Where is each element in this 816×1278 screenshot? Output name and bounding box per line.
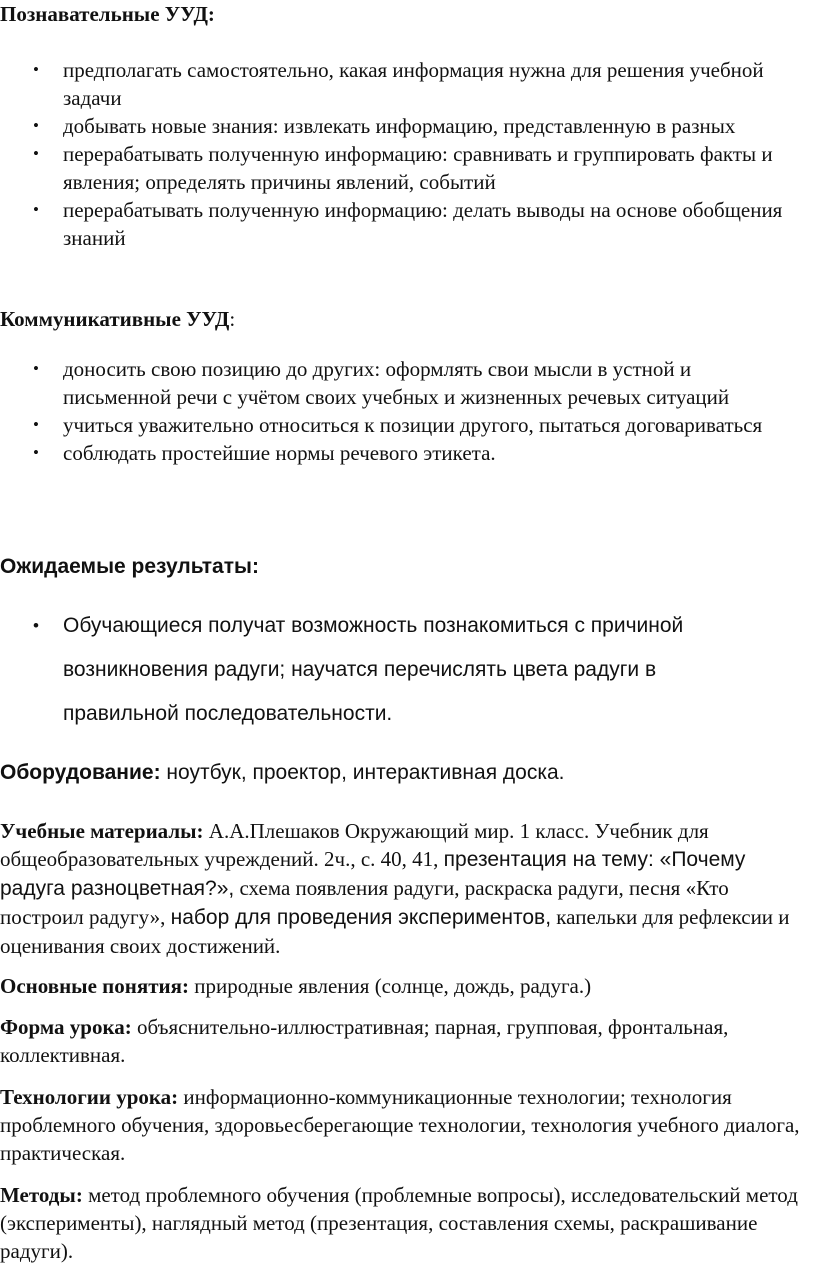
cognitive-heading: Познавательные УУД:	[0, 2, 215, 26]
technologies-label: Технологии урока:	[0, 1085, 179, 1109]
list-item: • добывать новые знания: извлекать информацию, представленную в разных	[0, 112, 816, 140]
equipment-label: Оборудование:	[0, 761, 161, 784]
list-item: • учиться уважительно относиться к позиции другого, пытаться договариваться	[0, 411, 816, 439]
list-item: • Обучающиеся получат возможность познакомиться с причиной возникновения радуги; научатся перечислять цвета радуги в правильной последовательности.	[0, 604, 816, 736]
lesson-form-label: Форма урока:	[0, 1015, 132, 1039]
materials-text-2: схема появления радуги, раскраска радуги, песня «Кто построил радугу»,	[0, 876, 729, 929]
materials-paragraph	[0, 817, 816, 960]
materials-presentation: презентация на тему: «Почему радуга разноцветная?»,	[0, 848, 746, 900]
equipment-section	[0, 759, 816, 787]
technologies-section	[0, 1083, 816, 1167]
equipment-line	[0, 759, 816, 787]
concepts-line	[0, 972, 816, 1000]
technologies-text: информационно-коммуникационные технологии; технология проблемного обучения, здоровьесберегающие технологии, технология учебного диалога, практическая.	[0, 1085, 800, 1165]
cognitive-section	[0, 0, 816, 28]
concepts-section	[0, 972, 816, 1000]
equipment-text: ноутбук, проектор, интерактивная доска.	[160, 761, 565, 784]
lesson-form-paragraph	[0, 1013, 816, 1069]
communicative-heading	[0, 305, 816, 333]
methods-paragraph	[0, 1181, 816, 1265]
list-item: • доносить свою позицию до других: оформлять свои мысли в устной и письменной речи с учётом своих учебных и жизненных речевых ситуаций	[0, 355, 816, 411]
list-item: • предполагать самостоятельно, какая информация нужна для решения учебной задачи	[0, 56, 816, 112]
expected-heading: Ожидаемые результаты:	[0, 555, 259, 578]
communicative-section	[0, 305, 816, 333]
lesson-form-section	[0, 1013, 816, 1069]
technologies-paragraph	[0, 1083, 816, 1167]
expected-list	[0, 604, 816, 736]
communicative-heading-text: Коммуникативные УУД	[0, 307, 230, 331]
list-item: • соблюдать простейшие нормы речевого этикета.	[0, 439, 816, 467]
methods-label: Методы:	[0, 1183, 83, 1207]
communicative-heading-suffix: :	[229, 307, 236, 331]
concepts-text: природные явления (солнце, дождь, радуга.)	[188, 974, 592, 998]
materials-section	[0, 817, 816, 960]
materials-experiments: набор для проведения экспериментов,	[170, 906, 552, 929]
list-item: • перерабатывать полученную информацию: сравнивать и группировать факты и явления; определять причины явлений, событий	[0, 140, 816, 196]
materials-text-1: А.А.Плешаков Окружающий мир. 1 класс. Учебник для общеобразовательных учреждений. 2ч., с. 40, 41,	[0, 819, 709, 871]
cognitive-list	[0, 56, 816, 252]
methods-section	[0, 1181, 816, 1265]
lesson-form-text: объяснительно-иллюстративная; парная, групповая, фронтальная, коллективная.	[0, 1015, 729, 1067]
materials-text-3: капельки для рефлексии и оценивания своих достижений.	[0, 905, 790, 958]
list-item: • перерабатывать полученную информацию: делать выводы на основе обобщения знаний	[0, 196, 816, 252]
methods-text: метод проблемного обучения (проблемные вопросы), исследовательский метод (эксперименты), наглядный метод (презентация, составления схемы, раскрашивание радуги).	[0, 1183, 798, 1263]
communicative-list	[0, 355, 816, 467]
materials-label: Учебные материалы:	[0, 819, 204, 843]
concepts-label: Основные понятия:	[0, 974, 189, 998]
expected-section	[0, 553, 816, 581]
